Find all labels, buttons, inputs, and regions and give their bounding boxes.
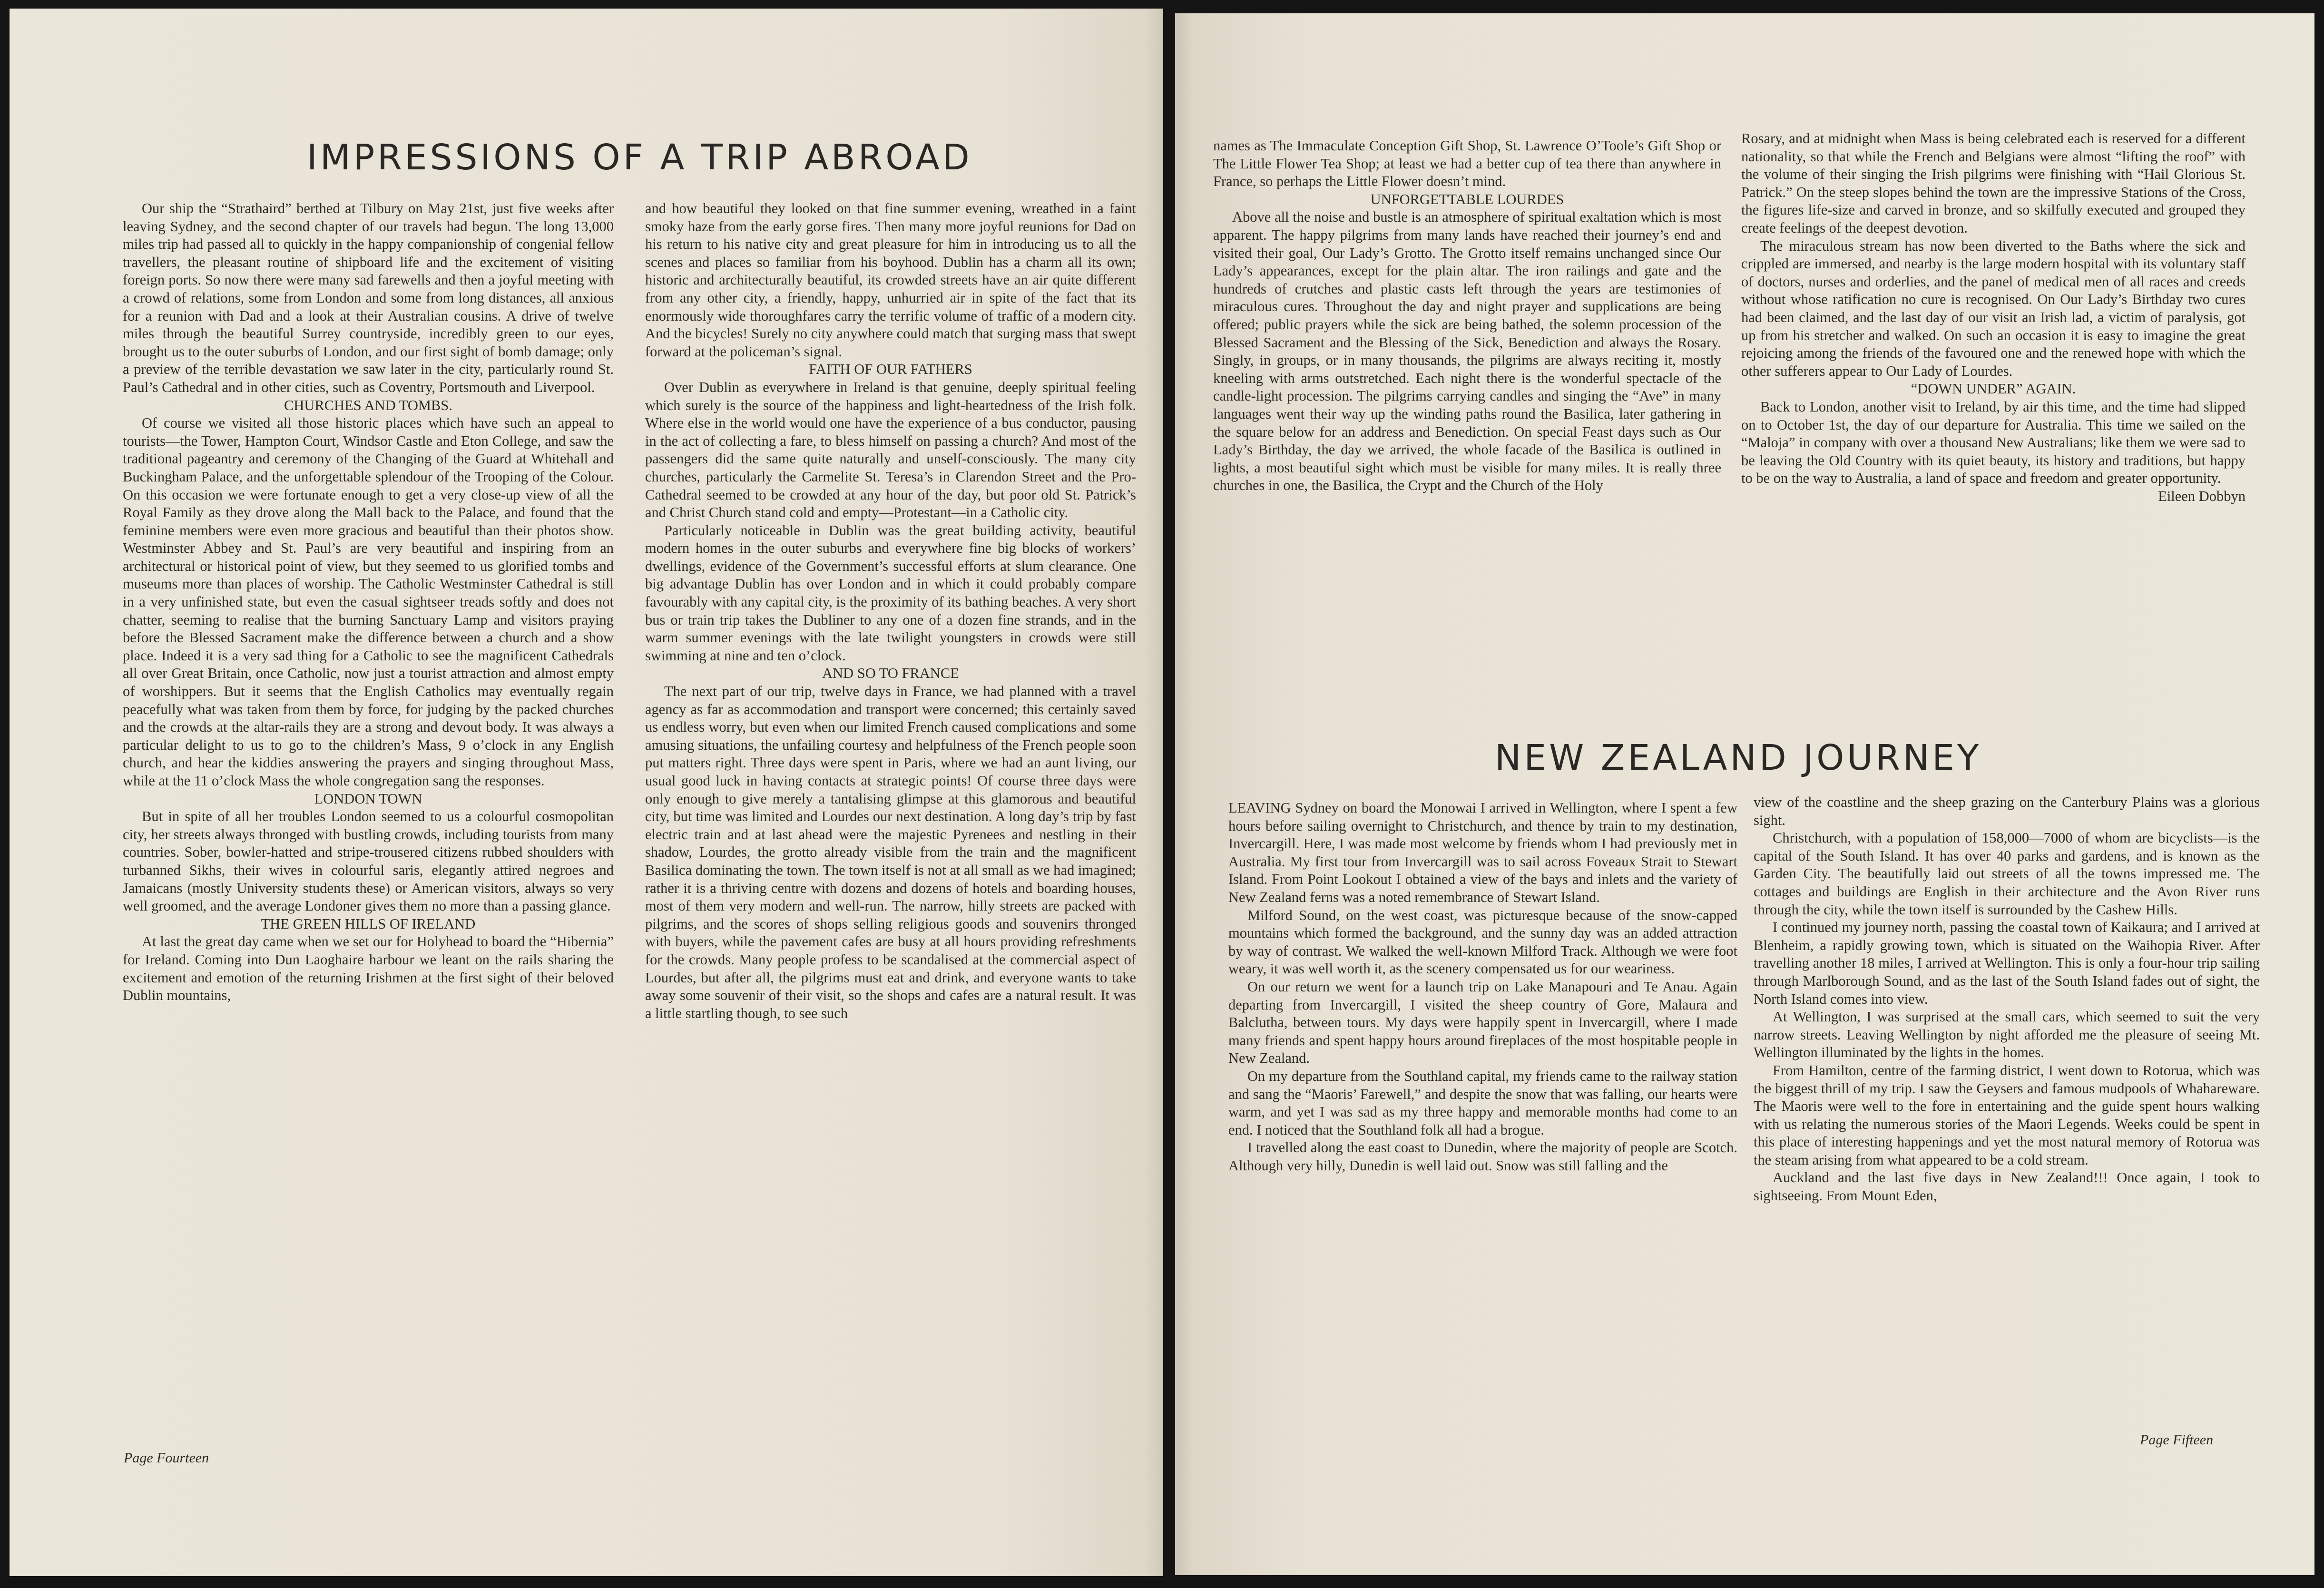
paragraph: Over Dublin as everywhere in Ireland is that genuine, deeply spiritual feeling which surely is the source of the happiness and light-heartedness of the Irish folk. Where else in the world would one have the experience of a bus conductor, pausing in the act of collecting a fare, to bless himself on passing a church? And most of the passengers did the same quite naturally and unself-consciously. The many city churches, particularly the Carmelite St. Teresa’s in Clarendon Street and the Pro-Cathedral seemed to be crowded at any hour of the day, but poor old St. Patrick’s and Christ Church stand cold and empty—Protestant—in a Catholic city. (645, 379, 1136, 521)
paragraph: Our ship the “Strathaird” berthed at Tilbury on May 21st, just five weeks after leaving Sydney, and the second chapter of our travels had begun. The long 13,000 miles trip had passed all to quickly in the happy companionship of congenial fellow travellers, the pleasant routine of shipboard life and the excitement of visiting foreign ports. So now there were many sad farewells and then a joyful meeting with a crowd of relations, some from London and some from long distances, all anxious for a reunion with Dad and a look at their Australian cousins. A drive of twelve miles through the beautiful Surrey countryside, incredibly green to our eyes, brought us to the outer suburbs of London, and our first sight of bomb damage; only a preview of the terrible devastation we saw later in the city, particularly round St. Paul’s Cathedral and in other cities, such as Coventry, Portsmouth and Liverpool. (123, 200, 614, 395)
article-column (1213, 137, 1721, 495)
paragraph: The miraculous stream has now been diverted to the Baths where the sick and crippled are immersed, and nearby is the large modern hospital with its voluntary staff of doctors, nurses and orderlies, and the panel of medical men of all races and creeds without whose ratification no cure is recognised. On Our Lady’s Birthday two cures had been claimed, and the last day of our visit an Irish lad, a victim of paralysis, got up from his stretcher and walked. On such an occasion it is easy to imagine the great rejoicing among the friends of the favoured one and the renewed hope with which the other sufferers appear to Our Lady of Lourdes. (1741, 237, 2246, 379)
paragraph: view of the coastline and the sheep grazing on the Canterbury Plains was a glorious sight. (1754, 794, 2260, 828)
page-fold-shadow (1175, 13, 1194, 1575)
page-fold-shadow (1144, 9, 1163, 1576)
paragraph: At last the great day came when we set our for Holyhead to board the “Hibernia” for Ireland. Coming into Dun Laoghaire harbour we leant on the rails sharing the excitement and emotion of the returning Irishmen at the first sight of their beloved Dublin mountains, (123, 933, 614, 1004)
page-number: Page Fourteen (124, 1450, 209, 1466)
section-heading: AND SO TO FRANCE (822, 665, 959, 682)
article-title-impressions: IMPRESSIONS OF A TRIP ABROAD (307, 137, 972, 178)
article-title-new-zealand: NEW ZEALAND JOURNEY (1495, 737, 1982, 778)
paragraph: But in spite of all her troubles London seemed to us a colourful cosmopolitan city, her streets always thronged with bustling crowds, including tourists from many countries. Sober, bowler-hatted and stripe-trousered citizens rubbed shoulders with turbanned Sikhs, their wives in colourful saris, elegantly attired negroes and Jamaicans (mostly University students these) or American visitors, always so very well groomed, and the average Londoner gives them no more than a passing glance. (123, 808, 614, 914)
section-heading: FAITH OF OUR FATHERS (809, 361, 972, 378)
paragraph: Particularly noticeable in Dublin was the great building activity, beautiful modern homes in the outer suburbs and everywhere fine big blocks of workers’ dwellings, evidence of the Government’s successful efforts at slum clearance. One big advantage Dublin has over London and in which it could probably compare favourably with any capital city, is the proximity of its bathing beaches. A very short bus or train trip takes the Dubliner to any one of a dozen fine strands, and in the warm summer evenings with the late twilight youngsters in crowds were still swimming at nine and ten o’clock. (645, 522, 1136, 664)
paragraph: Of course we visited all those historic places which have such an appeal to tourists—the Tower, Hampton Court, Windsor Castle and Eton College, and saw the traditional pageantry and ceremony of the Changing of the Guard at Whitehall and Buckingham Palace, and the unforgettable splendour of the Trooping of the Colour. On this occasion we were fortunate enough to get a very close-up view of all the Royal Family as they drove along the Mall back to the Palace, and found that the feminine members were even more gracious and beautiful than their photos show. Westminster Abbey and St. Paul’s are very beautiful and inspiring from an architectural or historical point of view, but they seemed to us glorified tombs and museums more than places of worship. The Catholic Westminster Cathedral is still in a very unfinished state, but even the casual sightseer treads softly and does not chatter, seeming to realise that the burning Sanctuary Lamp and visitors praying before the Blessed Sacrament make the difference between a church and a show place. Indeed it is a very sad thing for a Catholic to see the magnificent Cathedrals all over Great Britain, once Catholic, now just a tourist attraction and almost empty of worshippers. But it seems that the English Catholics may eventually regain peacefully what was taken from them by force, for judging by the packed churches and the crowds at the altar-rails they are a strong and devout body. It was always a particular delight to us to go to the children’s Mass, 9 o’clock in any English church, and hear the kiddies answering the prayers and singing throughout Mass, while at the 11 o’clock Mass the whole congregation sang the responses. (123, 415, 614, 789)
article-column (1741, 130, 2246, 505)
article-column (1754, 794, 2260, 1205)
paragraph: names as The Immaculate Conception Gift Shop, St. Lawrence O’Toole’s Gift Shop or The Little Flower Tea Shop; at least we had a better cup of tea there than anywhere in France, so perhaps the Little Flower doesn’t mind. (1213, 137, 1721, 190)
section-heading: THE GREEN HILLS OF IRELAND (261, 915, 476, 932)
paragraph: At Wellington, I was surprised at the small cars, which seemed to suit the very narrow streets. Leaving Wellington by night afforded me the pleasure of seeing Mt. Wellington illuminated by the lights in the homes. (1754, 1009, 2260, 1061)
paragraph: Rosary, and at midnight when Mass is being celebrated each is reserved for a different nationality, so that while the French and Belgians were almost “lifting the roof” with the volume of their singing the Irish pilgrims were finishing with “Hail Glorious St. Patrick.” On the steep slopes behind the town are the impressive Stations of the Cross, the figures life-size and carved in bronze, and so skilfully executed and grouped they create feelings of the deepest devotion. (1741, 130, 2246, 236)
paragraph: On my departure from the Southland capital, my friends came to the railway station and sang the “Maoris’ Farewell,” and despite the snow that was falling, our hearts were warm, and yet I was sad as my three happy and memorable months had come to an end. I noticed that the Southland folk all had a brogue. (1228, 1068, 1737, 1138)
section-heading: UNFORGETTABLE LOURDES (1370, 191, 1564, 207)
author-signature: Eileen Dobbyn (2158, 488, 2246, 504)
article-column (123, 200, 614, 1005)
paragraph: Auckland and the last five days in New Zealand!!! Once again, I took to sightseeing. From Mount Eden, (1754, 1169, 2260, 1204)
paragraph: From Hamilton, centre of the farming district, I went down to Rotorua, which was the biggest thrill of my trip. I saw the Geysers and famous mudpools of Whahareware. The Maoris were well to the fore in entertaining and the guide spent hours walking with us relating the numerous stories of the Maori Legends. Weeks could be spent in this place of interesting happenings and yet the most natural memory of Rotorua was the steam arising from what appeared to be a cold stream. (1754, 1062, 2260, 1168)
paragraph: On our return we went for a launch trip on Lake Manapouri and Te Anau. Again departing from Invercargill, I visited the sheep country of Gore, Malaura and Balclutha, between tours. My days were happily spent in Invercargill, where I made many friends and spent happy hours around fireplaces of the most hospitable people in New Zealand. (1228, 978, 1737, 1067)
page-number: Page Fifteen (2140, 1432, 2214, 1448)
paragraph: The next part of our trip, twelve days in France, we had planned with a travel agency as far as accommodation and transport were concerned; this certainly saved us endless worry, but even when our limited French caused complications and some amusing situations, the unfailing courtesy and helpfulness of the French people soon put matters right. Three days were spent in Paris, where we had an aunt living, our usual good luck in having contacts at strategic points! Of course three days were only enough to give merely a tantalising glimpse at this glamorous and beautiful city, but time was limited and Lourdes our next destination. A long day’s trip by fast electric train and at last ahead were the majestic Pyrenees and nestling in their shadow, Lourdes, the grotto already visible from the train and the magnificent Basilica dominating the town. The town itself is not at all small as we had imagined; rather it is a thriving centre with dozens and dozens of hotels and boarding houses, most of them very modern and well-run. The narrow, hilly streets are packed with pilgrims, and the scores of shops selling religious goods and souvenirs thronged with buyers, while the pavement cafes are busy at all hours providing refreshments for the crowds. Many people profess to be scandalised at the commercial aspect of Lourdes, but after all, the pilgrims must eat and drink, and everyone wants to take away some souvenir of their visit, so the shops and cafes are a natural result. It was a little startling though, to see such (645, 683, 1136, 1021)
section-heading: “DOWN UNDER” AGAIN. (1911, 381, 2076, 397)
paragraph: I continued my journey north, passing the coastal town of Kaikaura; and I arrived at Blenheim, a rapidly growing town, which is situated on the Waihopia River. After travelling another 18 miles, I arrived at Wellington. This is only a four-hour trip sailing through Marlborough Sound, and as the last of the South Island fades out of sight, the North Island comes into view. (1754, 919, 2260, 1007)
paragraph: I travelled along the east coast to Dunedin, where the majority of people are Scotch. Although very hilly, Dunedin is well laid out. Snow was still falling and the (1228, 1139, 1737, 1174)
section-heading: LONDON TOWN (314, 790, 422, 807)
paragraph: Above all the noise and bustle is an atmosphere of spiritual exaltation which is most apparent. The happy pilgrims from many lands have reached their journey’s end and visited their goal, Our Lady’s Grotto. The Grotto itself remains unchanged since Our Lady’s appearances, except for the plain altar. The iron railings and gate and the hundreds of crutches and plastic casts left through the years are testimonies of miraculous cures. Throughout the day and night prayer and supplications are being offered; public prayers while the sick are being bathed, the solemn procession of the Blessed Sacrament and the Blessing of the Sick, Benediction and always the Rosary. Singly, in groups, or in many thousands, the pilgrims are always reciting it, mostly kneeling with arms outstretched. Each night there is the wonderful spectacle of the candle-light procession. The pilgrims carrying candles and singing the “Ave” in many languages went their way up the winding paths round the Basilica, later gathering in the square below for an address and Benediction. On special Feast days such as Our Lady’s Birthday, the day we arrived, the whole facade of the Basilica is outlined in lights, a most beautiful sight which must be visible for many miles. It is really three churches in one, the Basilica, the Crypt and the Church of the Holy (1213, 209, 1721, 494)
article-column (645, 200, 1136, 1022)
article-column (1228, 799, 1737, 1175)
paragraph: and how beautiful they looked on that fine summer evening, wreathed in a faint smoky haze from the early gorse fires. Then many more joyful reunions for Dad on his return to his native city and great pleasure for him in introducing us to all the scenes and places so familiar from his boyhood. Dublin has a charm all its own; historic and architecturally beautiful, its crowded streets have an air quite different from any other city, a friendly, happy, unhurried air in spite of the fact that its enormously wide thoroughfares carry the terrific volume of traffic of a modern city. And the bicycles! Surely no city anywhere could match that surging mass that swept forward at the policeman’s signal. (645, 200, 1136, 360)
paragraph: Christchurch, with a population of 158,000—7000 of whom are bicyclists—is the capital of the South Island. It has over 40 parks and gardens, and is known as the Garden City. The beautifully laid out streets of all the towns impressed me. The cottages and buildings are English in their architecture and the Avon River runs through the city, while the town itself is surrounded by the Cashew Hills. (1754, 830, 2260, 918)
right-page (1175, 13, 2314, 1575)
section-heading: CHURCHES AND TOMBS. (284, 397, 452, 413)
paragraph: Back to London, another visit to Ireland, by air this time, and the time had slipped on to October 1st, the day of our departure for Australia. This time we sailed on the “Maloja” in company with over a thousand New Australians; like them we were sad to be leaving the Old Country with its quiet beauty, its history and traditions, but happy to be on the way to Australia, a land of space and freedom and greater opportunity. (1741, 398, 2246, 487)
paragraph: LEAVING Sydney on board the Monowai I arrived in Wellington, where I spent a few hours before sailing overnight to Christchurch, and thence by train to my destination, Invercargill. Here, I was made most welcome by friends whom I had previously met in Australia. My first tour from Invercargill was to sail across Foveaux Strait to Stewart Island. From Point Lookout I obtained a view of the bays and inlets and the variety of New Zealand ferns was a noted remembrance of Stewart Island. (1228, 800, 1737, 905)
left-page (10, 9, 1163, 1576)
paragraph: Milford Sound, on the west coast, was picturesque because of the snow-capped mountains which formed the background, and the sunny day was an added attraction by way of contrast. We walked the well-known Milford Track. Although we were foot weary, it was well worth it, as the scenery compensated us for our weariness. (1228, 907, 1737, 977)
